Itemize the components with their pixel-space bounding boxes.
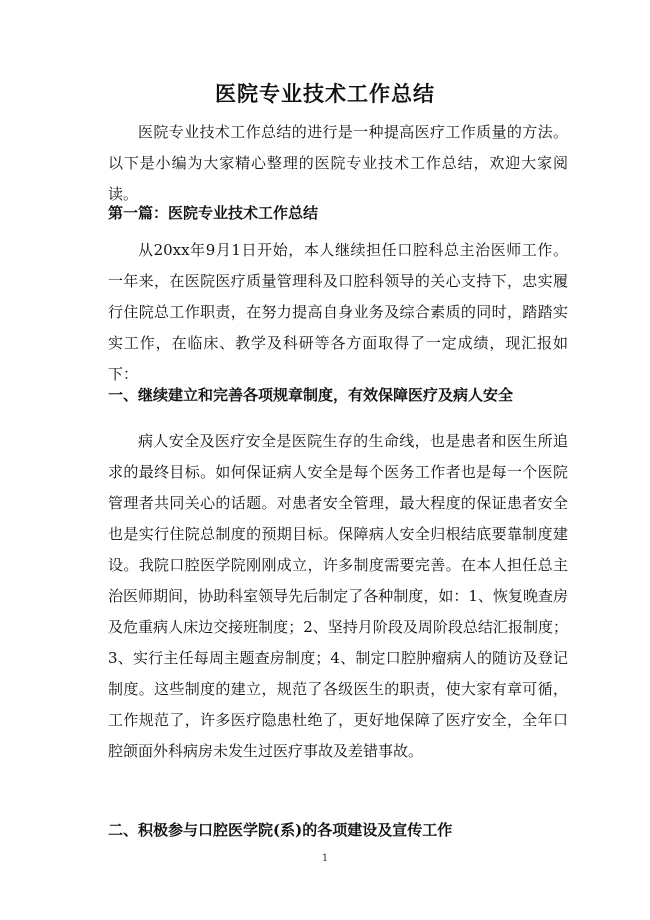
paragraph-1: 从20xx年9月1日开始，本人继续担任口腔科总主治医师工作。一年来，在医院医疗质量管理科及口腔科领导的关心支持下，忠实履行住院总工作职责，在努力提高自身业务及综合素质的同时，踏踏实实工作，在临床、教学及科研等各方面取得了一定成绩，现汇报如下： [108,241,568,383]
page-number: 1 [321,853,329,864]
section-1-heading: 一、继续建立和完善各项规章制度，有效保障医疗及病人安全 [108,386,514,404]
intro-paragraph: 医院专业技术工作总结的进行是一种提高医疗工作质量的方法。以下是小编为大家精心整理的医院专业技术工作总结，欢迎大家阅读。 [108,123,568,203]
part-heading: 第一篇：医院专业技术工作总结 [108,204,319,222]
paragraph-2: 病人安全及医疗安全是医院生存的生命线，也是患者和医生所追求的最终目标。如何保证病人安全是每个医务工作者也是每一个医院管理者共同关心的话题。对患者安全管理，最大程度的保证患者安全也是实行住院总制度的预期目标。保障病人安全归根结底要靠制度建设。我院口腔医学院刚刚成立，许多制度需要完善。在本人担任总主治医师期间，协助科室领导先后制定了各种制度，如：1、恢复晚查房及危重病人床边交接班制度；2、坚持月阶段及周阶段总结汇报制度；3、实行主任每周主题查房制度；4、制定口腔肿瘤病人的随访及登记制度。这些制度的建立，规范了各级医生的职责，使大家有章可循，工作规范了，许多医疗隐患杜绝了，更好地保障了医疗安全，全年口腔颌面外科病房未发生过医疗事故及差错事故。 [108,432,568,760]
document-title: 医院专业技术工作总结 [215,81,435,106]
section-2-heading: 二、积极参与口腔医学院(系)的各项建设及宣传工作 [108,821,453,839]
